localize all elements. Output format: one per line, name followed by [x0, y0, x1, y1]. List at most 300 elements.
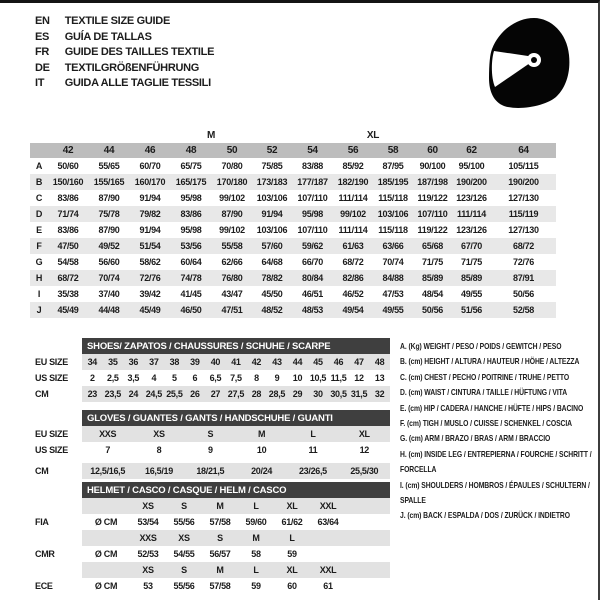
- size-header: XXL: [310, 498, 346, 514]
- unit-label: Ø CM: [94, 581, 118, 591]
- cell: 47/53: [382, 289, 404, 299]
- cell: 99/102: [219, 225, 245, 235]
- cell: 7,5: [230, 373, 242, 383]
- cell: 16,5/19: [133, 463, 184, 479]
- spacer: [30, 482, 82, 498]
- cell: 127/130: [508, 193, 539, 203]
- cell: 71/74: [48, 206, 88, 222]
- row-label: ECE: [35, 581, 53, 591]
- cell: 91/94: [139, 193, 161, 203]
- cell: M: [236, 426, 287, 442]
- cell: 46/52: [342, 289, 364, 299]
- cell: 26: [185, 386, 206, 402]
- cell: 91/94: [139, 225, 161, 235]
- row-label: B: [30, 174, 48, 190]
- cell: 36: [123, 354, 144, 370]
- cell: 29: [287, 386, 308, 402]
- cell: 165/175: [170, 174, 212, 190]
- column-header: 62: [452, 143, 491, 158]
- cell: 173/183: [252, 174, 292, 190]
- cell: 107/110: [297, 225, 328, 235]
- table-row: [30, 354, 390, 370]
- cell: 170/180: [212, 174, 252, 190]
- cell: 76/80: [212, 270, 252, 286]
- cell: 24,5: [144, 386, 165, 402]
- size-group-l: L: [289, 130, 296, 141]
- legend-entry: G. (cm) ARM / BRAZO / BRAS / ARM / BRACCIO: [400, 433, 551, 444]
- legend-entry: D. (cm) WAIST / CINTURA / TAILLE / HÜFTUNG / VITA: [400, 387, 568, 398]
- unit-label: Ø CM: [94, 517, 118, 527]
- cell: 23: [82, 386, 103, 402]
- row-label: C: [35, 193, 43, 203]
- spacer: [346, 498, 390, 514]
- table-row: [30, 370, 390, 386]
- size-row-G: [30, 254, 556, 270]
- legend-entry: F. (cm) TIGH / MUSLO / CUISSE / SCHENKEL / COSCIA: [400, 418, 573, 429]
- spacer: [346, 514, 390, 530]
- cell: 53/54: [137, 517, 159, 527]
- cell: 47/51: [212, 302, 252, 318]
- row-label: F: [30, 238, 48, 254]
- cell: 48: [369, 354, 390, 370]
- cell: 56/60: [98, 257, 120, 267]
- size-header: XXS: [130, 530, 166, 546]
- column-header: 42: [48, 143, 88, 158]
- legend-entry: C. (cm) CHEST / PECHO / POITRINE / TRUHE / PETTO: [400, 371, 570, 382]
- cell: 107/110: [413, 206, 452, 222]
- cell: 30: [308, 386, 329, 402]
- cell: 45/49: [48, 302, 88, 318]
- helmet-values-row-CMR: [30, 546, 390, 562]
- cell: 42: [246, 354, 267, 370]
- row-label: G: [35, 257, 43, 267]
- cell: 111/114: [338, 193, 368, 203]
- cell: 70/74: [382, 257, 404, 267]
- cell: 7: [105, 445, 111, 455]
- cell: 43: [267, 354, 288, 370]
- cell: [82, 562, 130, 578]
- cell: 127/130: [508, 225, 539, 235]
- cell: 95/98: [180, 193, 202, 203]
- measurement-legend: [400, 339, 592, 524]
- cell: 60/64: [180, 257, 202, 267]
- size-group-m: M: [206, 130, 216, 141]
- cell: 49/54: [333, 302, 373, 318]
- cell: 72/76: [512, 257, 535, 267]
- cell: 45/49: [130, 302, 170, 318]
- cell: 54/55: [173, 549, 195, 559]
- table-row: [30, 442, 390, 458]
- cell: 44/48: [88, 302, 130, 318]
- helmet-sizes-row-CMR: [30, 530, 390, 546]
- cell: 83/86: [170, 206, 212, 222]
- cell: 74/78: [170, 270, 212, 286]
- spacer: [30, 128, 48, 143]
- cell: 59/60: [245, 517, 267, 527]
- cell: 177/187: [292, 174, 333, 190]
- cell: 25,5/30: [339, 463, 390, 479]
- language-row: [35, 45, 214, 61]
- cell: 68/72: [342, 257, 364, 267]
- size-row-H: [30, 270, 556, 286]
- size-group-s: S: [125, 130, 133, 141]
- cell: 65/75: [180, 161, 202, 171]
- gloves-table-title: GLOVES / GUANTES / GANTS / HANDSCHUHE / GUANTI: [82, 410, 390, 426]
- row-label: A: [35, 161, 43, 171]
- cell: 71/75: [421, 257, 444, 267]
- cell: 46/51: [301, 289, 324, 299]
- cell: 111/114: [338, 225, 368, 235]
- cell: 182/190: [333, 174, 373, 190]
- cell: 51/54: [130, 238, 170, 254]
- column-header: 58: [373, 143, 413, 158]
- spacer: [346, 546, 390, 562]
- cell: 31,5: [349, 386, 370, 402]
- cell: 5: [172, 373, 177, 383]
- cell: 9: [274, 373, 280, 383]
- cell: 20/24: [236, 463, 287, 479]
- cell: 52/58: [491, 302, 556, 318]
- cell: 66/70: [301, 257, 324, 267]
- cell: 50/56: [413, 302, 452, 318]
- cell: 68/72: [491, 238, 556, 254]
- cell: 123/126: [456, 193, 487, 203]
- legend-entry: E. (cm) HIP / CADERA / HANCHE / HÜFTE / HIPS / BACINO: [400, 402, 584, 413]
- cell: 39/42: [139, 289, 161, 299]
- cell: 70/80: [221, 161, 243, 171]
- cell: 57/58: [209, 517, 231, 527]
- legend-entry: B. (cm) HEIGHT / ALTURA / HAUTEUR / HÖHE / ALTEZZA: [400, 356, 580, 367]
- cell: 34: [82, 354, 103, 370]
- table-row: [30, 386, 390, 402]
- cell: 119/122: [417, 193, 448, 203]
- cell: [82, 498, 130, 514]
- size-group-row: [30, 128, 556, 143]
- cell: S: [185, 426, 236, 442]
- cell: 64/68: [261, 257, 283, 267]
- cell: 99/102: [333, 206, 373, 222]
- row-label: E: [36, 225, 42, 235]
- size-header: S: [166, 562, 202, 578]
- cell: 99/102: [219, 193, 245, 203]
- cell: 83/86: [57, 193, 79, 203]
- cell: 59: [251, 581, 261, 591]
- spacer: [30, 530, 82, 546]
- table-row: [30, 463, 390, 479]
- cell: 57/58: [209, 581, 231, 591]
- column-header: 44: [88, 143, 130, 158]
- cell: 95/98: [180, 225, 202, 235]
- cell: 37/40: [98, 289, 120, 299]
- cell: 103/106: [256, 193, 288, 203]
- cell: 185/195: [373, 174, 413, 190]
- cell: 59: [287, 549, 297, 559]
- cell: 87/90: [98, 225, 120, 235]
- helmet-values-row-ECE: [30, 578, 390, 594]
- cell: 12: [359, 445, 369, 455]
- cell: 46/50: [170, 302, 212, 318]
- row-label: CM: [35, 389, 49, 399]
- row-label: I: [37, 289, 41, 299]
- cell: 53/56: [170, 238, 212, 254]
- cell: 79/82: [130, 206, 170, 222]
- cell: 85/89: [413, 270, 452, 286]
- cell: [310, 546, 346, 562]
- size-header: XXL: [310, 562, 346, 578]
- size-header: M: [202, 562, 238, 578]
- cell: 2: [89, 373, 95, 383]
- cell: 27: [205, 386, 226, 402]
- cell: 62/66: [221, 257, 243, 267]
- cell: 190/200: [452, 174, 491, 190]
- language-row: [35, 14, 214, 30]
- cell: 55/56: [173, 581, 195, 591]
- row-label: EU SIZE: [35, 429, 68, 439]
- cell: 23,5: [103, 386, 124, 402]
- row-label: J: [30, 302, 48, 318]
- cell: 9: [207, 445, 213, 455]
- cell: 37: [144, 354, 165, 370]
- cell: 65/68: [413, 238, 452, 254]
- cell: 57/60: [252, 238, 292, 254]
- cell: 63/64: [317, 517, 339, 527]
- column-header: 64: [491, 143, 556, 158]
- column-header-row: [30, 143, 556, 158]
- cell: 58: [251, 549, 261, 559]
- language-list: [35, 14, 214, 92]
- row-label: US SIZE: [35, 445, 68, 455]
- spacer: [30, 562, 82, 578]
- cell: 150/160: [48, 174, 88, 190]
- spacer: [346, 530, 390, 546]
- cell: 49/55: [460, 289, 483, 299]
- row-label: H: [30, 270, 48, 286]
- helmet-size-table: [30, 482, 390, 594]
- helmet-table-title: HELMET / CASCO / CASQUE / HELM / CASCO: [82, 482, 390, 498]
- size-row-I: [30, 286, 556, 302]
- cell: 30,5: [328, 386, 349, 402]
- shoes-table-title: SHOES/ ZAPATOS / CHAUSSURES / SCHUHE / SCARPE: [82, 338, 390, 354]
- table-title-row: [30, 338, 390, 354]
- cell: 41/45: [180, 289, 202, 299]
- size-row-J: [30, 302, 556, 318]
- row-label: CMR: [35, 549, 55, 559]
- size-row-F: [30, 238, 556, 254]
- cell: 49/52: [88, 238, 130, 254]
- cell: 70/74: [88, 270, 130, 286]
- column-header: 50: [212, 143, 252, 158]
- spacer: [346, 562, 390, 578]
- cell: 155/165: [88, 174, 130, 190]
- cell: 6,5: [209, 373, 222, 383]
- cell: 6: [192, 373, 198, 383]
- size-row-A: [30, 158, 556, 174]
- cell: 47/50: [48, 238, 88, 254]
- language-code: DE: [35, 61, 50, 74]
- cell: 115/118: [378, 225, 408, 235]
- cell: 24: [123, 386, 144, 402]
- cell: 8: [156, 445, 162, 455]
- size-header: [310, 530, 346, 546]
- row-label: D: [30, 206, 48, 222]
- column-header: 60: [413, 143, 452, 158]
- cell: 45/50: [261, 289, 283, 299]
- cell: 13: [374, 373, 385, 383]
- legend-entry: H. (cm) INSIDE LEG / ENTREPIERNA / FOURCHE / SCHRITT / FORCELLA: [400, 448, 592, 475]
- cell: 123/126: [456, 225, 487, 235]
- cell: 28,5: [267, 386, 288, 402]
- cell: 4: [151, 373, 157, 383]
- cell: 87/90: [98, 193, 120, 203]
- cell: 50/56: [512, 289, 535, 299]
- size-row-D: [30, 206, 556, 222]
- cell: 78/82: [252, 270, 292, 286]
- cell: 87/90: [212, 206, 252, 222]
- row-label: CM: [35, 466, 49, 476]
- cell: 63/66: [373, 238, 413, 254]
- cell: 49/55: [373, 302, 413, 318]
- cell: 187/198: [413, 174, 452, 190]
- helmet-icon: [487, 16, 573, 112]
- cell: 25,5: [164, 386, 185, 402]
- cell: 47: [349, 354, 370, 370]
- legend-entry: J. (cm) BACK / ESPALDA / DOS / ZURÜCK / INDIETRO: [400, 510, 570, 521]
- cell: 55/58: [212, 238, 252, 254]
- cell: 72/76: [130, 270, 170, 286]
- cell: 28: [246, 386, 267, 402]
- cell: 68/72: [48, 270, 88, 286]
- table-row: [30, 426, 390, 442]
- language-title: GUÍA DE TALLAS: [64, 30, 152, 43]
- cell: 60: [287, 581, 297, 591]
- cell: 61: [323, 581, 333, 591]
- cell: 45: [308, 354, 329, 370]
- cell: 95/100: [458, 161, 485, 171]
- cell: 59/62: [292, 238, 333, 254]
- shoes-size-table: [30, 338, 390, 402]
- cell: 54/58: [57, 257, 79, 267]
- size-header: L: [238, 562, 274, 578]
- cell: 11,5: [330, 373, 347, 383]
- legend-entry: A. (Kg) WEIGHT / PESO / POIDS / GEWITCH / PESO: [400, 341, 562, 351]
- language-title: TEXTILGRÖßENFÜHRUNG: [64, 61, 200, 74]
- column-header: 46: [130, 143, 170, 158]
- language-code: FR: [35, 46, 50, 59]
- cell: 55/56: [173, 517, 195, 527]
- size-header: S: [166, 498, 202, 514]
- table-title-row: [30, 482, 390, 498]
- cell: 190/200: [491, 174, 556, 190]
- cell: 23/26,5: [287, 463, 338, 479]
- cell: 75/85: [261, 161, 283, 171]
- cell: 10: [292, 373, 303, 383]
- cell: L: [287, 426, 338, 442]
- language-title: GUIDA ALLE TAGLIE TESSILI: [64, 77, 211, 90]
- spacer: [346, 578, 390, 594]
- spacer: [30, 410, 82, 426]
- cell: 115/118: [378, 193, 408, 203]
- language-row: [35, 61, 214, 77]
- cell: 82/86: [333, 270, 373, 286]
- cell: 43/47: [221, 289, 243, 299]
- cell: 8: [254, 373, 259, 383]
- cell: 10: [256, 445, 267, 455]
- cell: 48/54: [421, 289, 444, 299]
- column-header: 54: [292, 143, 333, 158]
- cell: 39: [185, 354, 206, 370]
- cell: 51/56: [452, 302, 491, 318]
- cell: 50/60: [57, 161, 79, 171]
- size-header: XS: [130, 498, 166, 514]
- cell: XS: [133, 426, 184, 442]
- language-code: IT: [35, 77, 45, 90]
- cell: 83/88: [301, 161, 324, 171]
- cell: 56/57: [209, 549, 231, 559]
- cell: 87/95: [382, 161, 404, 171]
- cell: 75/78: [88, 206, 130, 222]
- helmet-sizes-row-ECE: [30, 562, 390, 578]
- size-header: XS: [130, 562, 166, 578]
- cell: 12: [354, 373, 364, 383]
- spacer: [30, 143, 48, 158]
- cell: 2,5: [107, 373, 119, 383]
- language-title: GUIDE DES TAILLES TEXTILE: [64, 46, 215, 59]
- column-header: 56: [333, 143, 373, 158]
- cell: 41: [226, 354, 247, 370]
- table-title-row: [30, 410, 390, 426]
- cell: 48/52: [252, 302, 292, 318]
- size-row-C: [30, 190, 556, 206]
- cell: 10,5: [309, 373, 327, 383]
- cell: 107/110: [297, 193, 328, 203]
- column-header: 52: [252, 143, 292, 158]
- cell: 85/92: [342, 161, 364, 171]
- spacer: [491, 128, 556, 143]
- helmet-sizes-row-FIA: [30, 498, 390, 514]
- cell: 46: [328, 354, 349, 370]
- size-group-xxl: XXL: [442, 130, 462, 141]
- cell: 119/122: [417, 225, 448, 235]
- cell: 55/65: [98, 161, 120, 171]
- gloves-size-table: [30, 410, 390, 479]
- size-header: L: [238, 498, 274, 514]
- cell: 40: [205, 354, 226, 370]
- cell: 103/106: [373, 206, 413, 222]
- cell: 27,5: [226, 386, 247, 402]
- textile-size-table: [30, 128, 556, 318]
- cell: 35: [103, 354, 124, 370]
- cell: 103/106: [256, 225, 288, 235]
- size-header: L: [274, 530, 310, 546]
- cell: 115/119: [491, 206, 556, 222]
- cell: 38: [164, 354, 185, 370]
- unit-label: Ø CM: [94, 549, 118, 559]
- cell: 32: [369, 386, 390, 402]
- row-label: US SIZE: [35, 373, 68, 383]
- cell: 95/98: [292, 206, 333, 222]
- size-header: M: [238, 530, 274, 546]
- cell: 67/70: [452, 238, 491, 254]
- size-header: XL: [274, 562, 310, 578]
- cell: 18/21,5: [185, 463, 236, 479]
- spacer: [30, 338, 82, 354]
- cell: XXS: [82, 426, 133, 442]
- cell: 3,5: [127, 373, 140, 383]
- cell: 71/75: [460, 257, 483, 267]
- helmet-values-row-FIA: [30, 514, 390, 530]
- cell: 48/53: [292, 302, 333, 318]
- cell: 35/38: [57, 289, 79, 299]
